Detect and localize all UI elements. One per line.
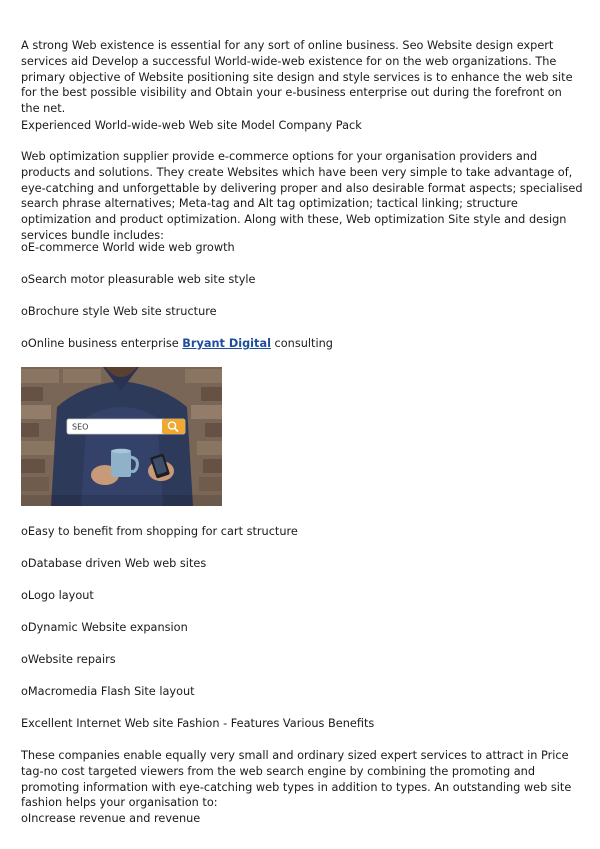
services-paragraph: Web optimization supplier provide e-commerce options for your organisation providers and products and solutions. They create Websites which have been very simple to take advantage of, eye-catching and unforgettable by delivering proper and also desirable format aspects; specialised search phrase alternatives; Meta-tag and Alt tag optimization; tactical linking; structure optimization and product optimization. Along with these, Web optimization Site style and design services bundle includes: <box>21 150 583 242</box>
list-item: oDynamic Website expansion <box>21 621 188 634</box>
consulting-prefix: oOnline business enterprise <box>21 337 183 350</box>
list-item-consulting <box>21 336 583 352</box>
bryant-digital-link[interactable]: Bryant Digital <box>182 337 271 350</box>
seo-photo <box>21 367 222 506</box>
list-item: oE-commerce World wide web growth <box>21 241 235 254</box>
list-item: oMacromedia Flash Site layout <box>21 685 195 698</box>
list-item: oDatabase driven Web web sites <box>21 557 207 570</box>
list-item: oEasy to benefit from shopping for cart structure <box>21 525 298 538</box>
list-item: oSearch motor pleasurable web site style <box>21 273 256 286</box>
benefits-paragraph: These companies enable equally very small and ordinary sized expert services to attract in Price tag-no cost targeted viewers from the web search engine by combining the promoting and promoting information with eye-catching web types in addition to types. An outstanding web site fashion helps your organisation to: <box>21 749 572 810</box>
search-button-shape <box>162 419 185 434</box>
intro-paragraph: A strong Web existence is essential for any sort of online business. Seo Website design expert services aid Develop a successful World-wide-web existence for on the web organizations. The primary objective of Website positioning site design and style services is to enhance the web site for the best possible visibility and Obtain your e-business enterprise out during the forefront on the net. <box>21 39 573 116</box>
consulting-suffix: consulting <box>270 337 333 350</box>
section-heading-2: Excellent Internet Web site Fashion - Features Various Benefits <box>21 717 375 730</box>
mug <box>111 451 131 477</box>
list-item: oWebsite repairs <box>21 653 116 666</box>
list-item: oIncrease revenue and revenue <box>21 812 201 825</box>
section-heading-1: Experienced World-wide-web Web site Model Company Pack <box>21 119 362 132</box>
list-item: oLogo layout <box>21 589 94 602</box>
list-item: oBrochure style Web site structure <box>21 305 217 318</box>
search-bar-text: SEO <box>72 422 89 432</box>
